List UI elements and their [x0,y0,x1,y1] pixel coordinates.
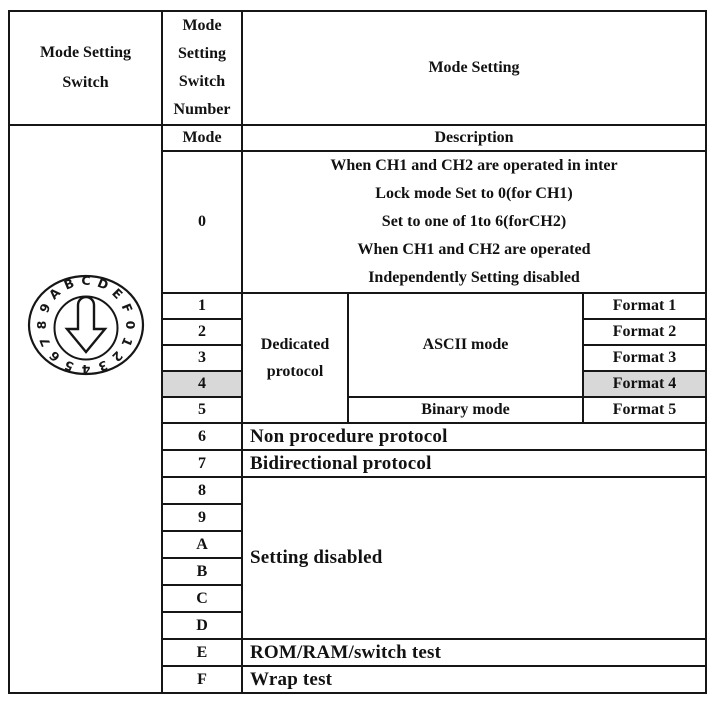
header-number-line: Switch [178,73,226,90]
format-cell-2: Format 2 [583,319,706,345]
mode-0-description-line: When CH1 and CH2 are operated [357,241,591,258]
mode-0-description-line: Lock mode Set to 0(for CH1) [375,185,573,202]
dial-label-0: 0 [122,320,138,330]
mode-cell-a: A [162,531,242,558]
rotary-switch-cell [9,125,162,693]
mode-cell-4-highlighted: 4 [162,371,242,397]
mode-0-description-line: When CH1 and CH2 are operated in inter [330,157,618,174]
mode-cell-f: F [162,666,242,693]
dial-label-D: D [94,274,111,293]
mode-cell-2: 2 [162,319,242,345]
mode-e-description: ROM/RAM/switch test [242,639,706,666]
dial-label-B: B [61,275,76,293]
dial-label-5: 5 [61,357,76,375]
mode-0-description-line: Independently Setting disabled [368,269,580,286]
header-number-line: Number [173,101,231,118]
mode-cell-7: 7 [162,450,242,477]
ascii-mode-cell: ASCII mode [348,293,583,397]
mode-cell-9: 9 [162,504,242,531]
subheader-mode: Mode [162,125,242,151]
mode-cell-d: D [162,612,242,639]
dial-label-4: 4 [81,362,90,377]
header-number-line: Setting [178,45,226,62]
dial-label-E: E [108,285,126,302]
dial-label-8: 8 [33,320,49,330]
binary-mode-cell: Binary mode [348,397,583,423]
down-arrow-pointer-icon [67,297,105,352]
dial-label-2: 2 [108,348,126,365]
mode-cell-c: C [162,585,242,612]
rotary-mode-switch-illustration [15,267,157,385]
dial-label-A: A [45,284,63,303]
mode-cell-1: 1 [162,293,242,319]
dedicated-protocol-cell: Dedicated protocol [242,293,348,423]
subheader-row [9,125,706,151]
format-cell-5: Format 5 [583,397,706,423]
header-mode-setting: Mode Setting [242,11,706,125]
mode-cell-5: 5 [162,397,242,423]
mode-7-description: Bidirectional protocol [242,450,706,477]
header-mode-setting-switch-number [162,11,242,125]
format-cell-1: Format 1 [583,293,706,319]
table-header-row [9,11,706,125]
mode-6-description: Non procedure protocol [242,423,706,450]
mode-0-description [242,151,706,293]
dial-label-1: 1 [118,335,136,349]
mode-setting-table [8,10,707,694]
mode-cell-3: 3 [162,345,242,371]
format-cell-4-highlighted: Format 4 [583,371,706,397]
format-cell-3: Format 3 [583,345,706,371]
mode-f-description: Wrap test [242,666,706,693]
dial-label-9: 9 [35,301,53,315]
mode-cell-b: B [162,558,242,585]
mode-cell-e: E [162,639,242,666]
dial-label-C: C [80,273,91,288]
mode-cell-6: 6 [162,423,242,450]
dial-label-7: 7 [35,335,53,349]
subheader-description: Description [242,125,706,151]
header-mode-setting-switch: Mode Setting Switch [9,11,162,125]
dial-label-F: F [118,301,136,315]
mode-cell-8: 8 [162,477,242,504]
setting-disabled-cell: Setting disabled [242,477,706,639]
dial-label-6: 6 [45,348,63,365]
mode-cell-0: 0 [162,151,242,293]
header-number-line: Mode [182,17,222,34]
mode-0-description-line: Set to one of 1to 6(forCH2) [381,213,567,230]
dial-label-3: 3 [95,357,110,375]
